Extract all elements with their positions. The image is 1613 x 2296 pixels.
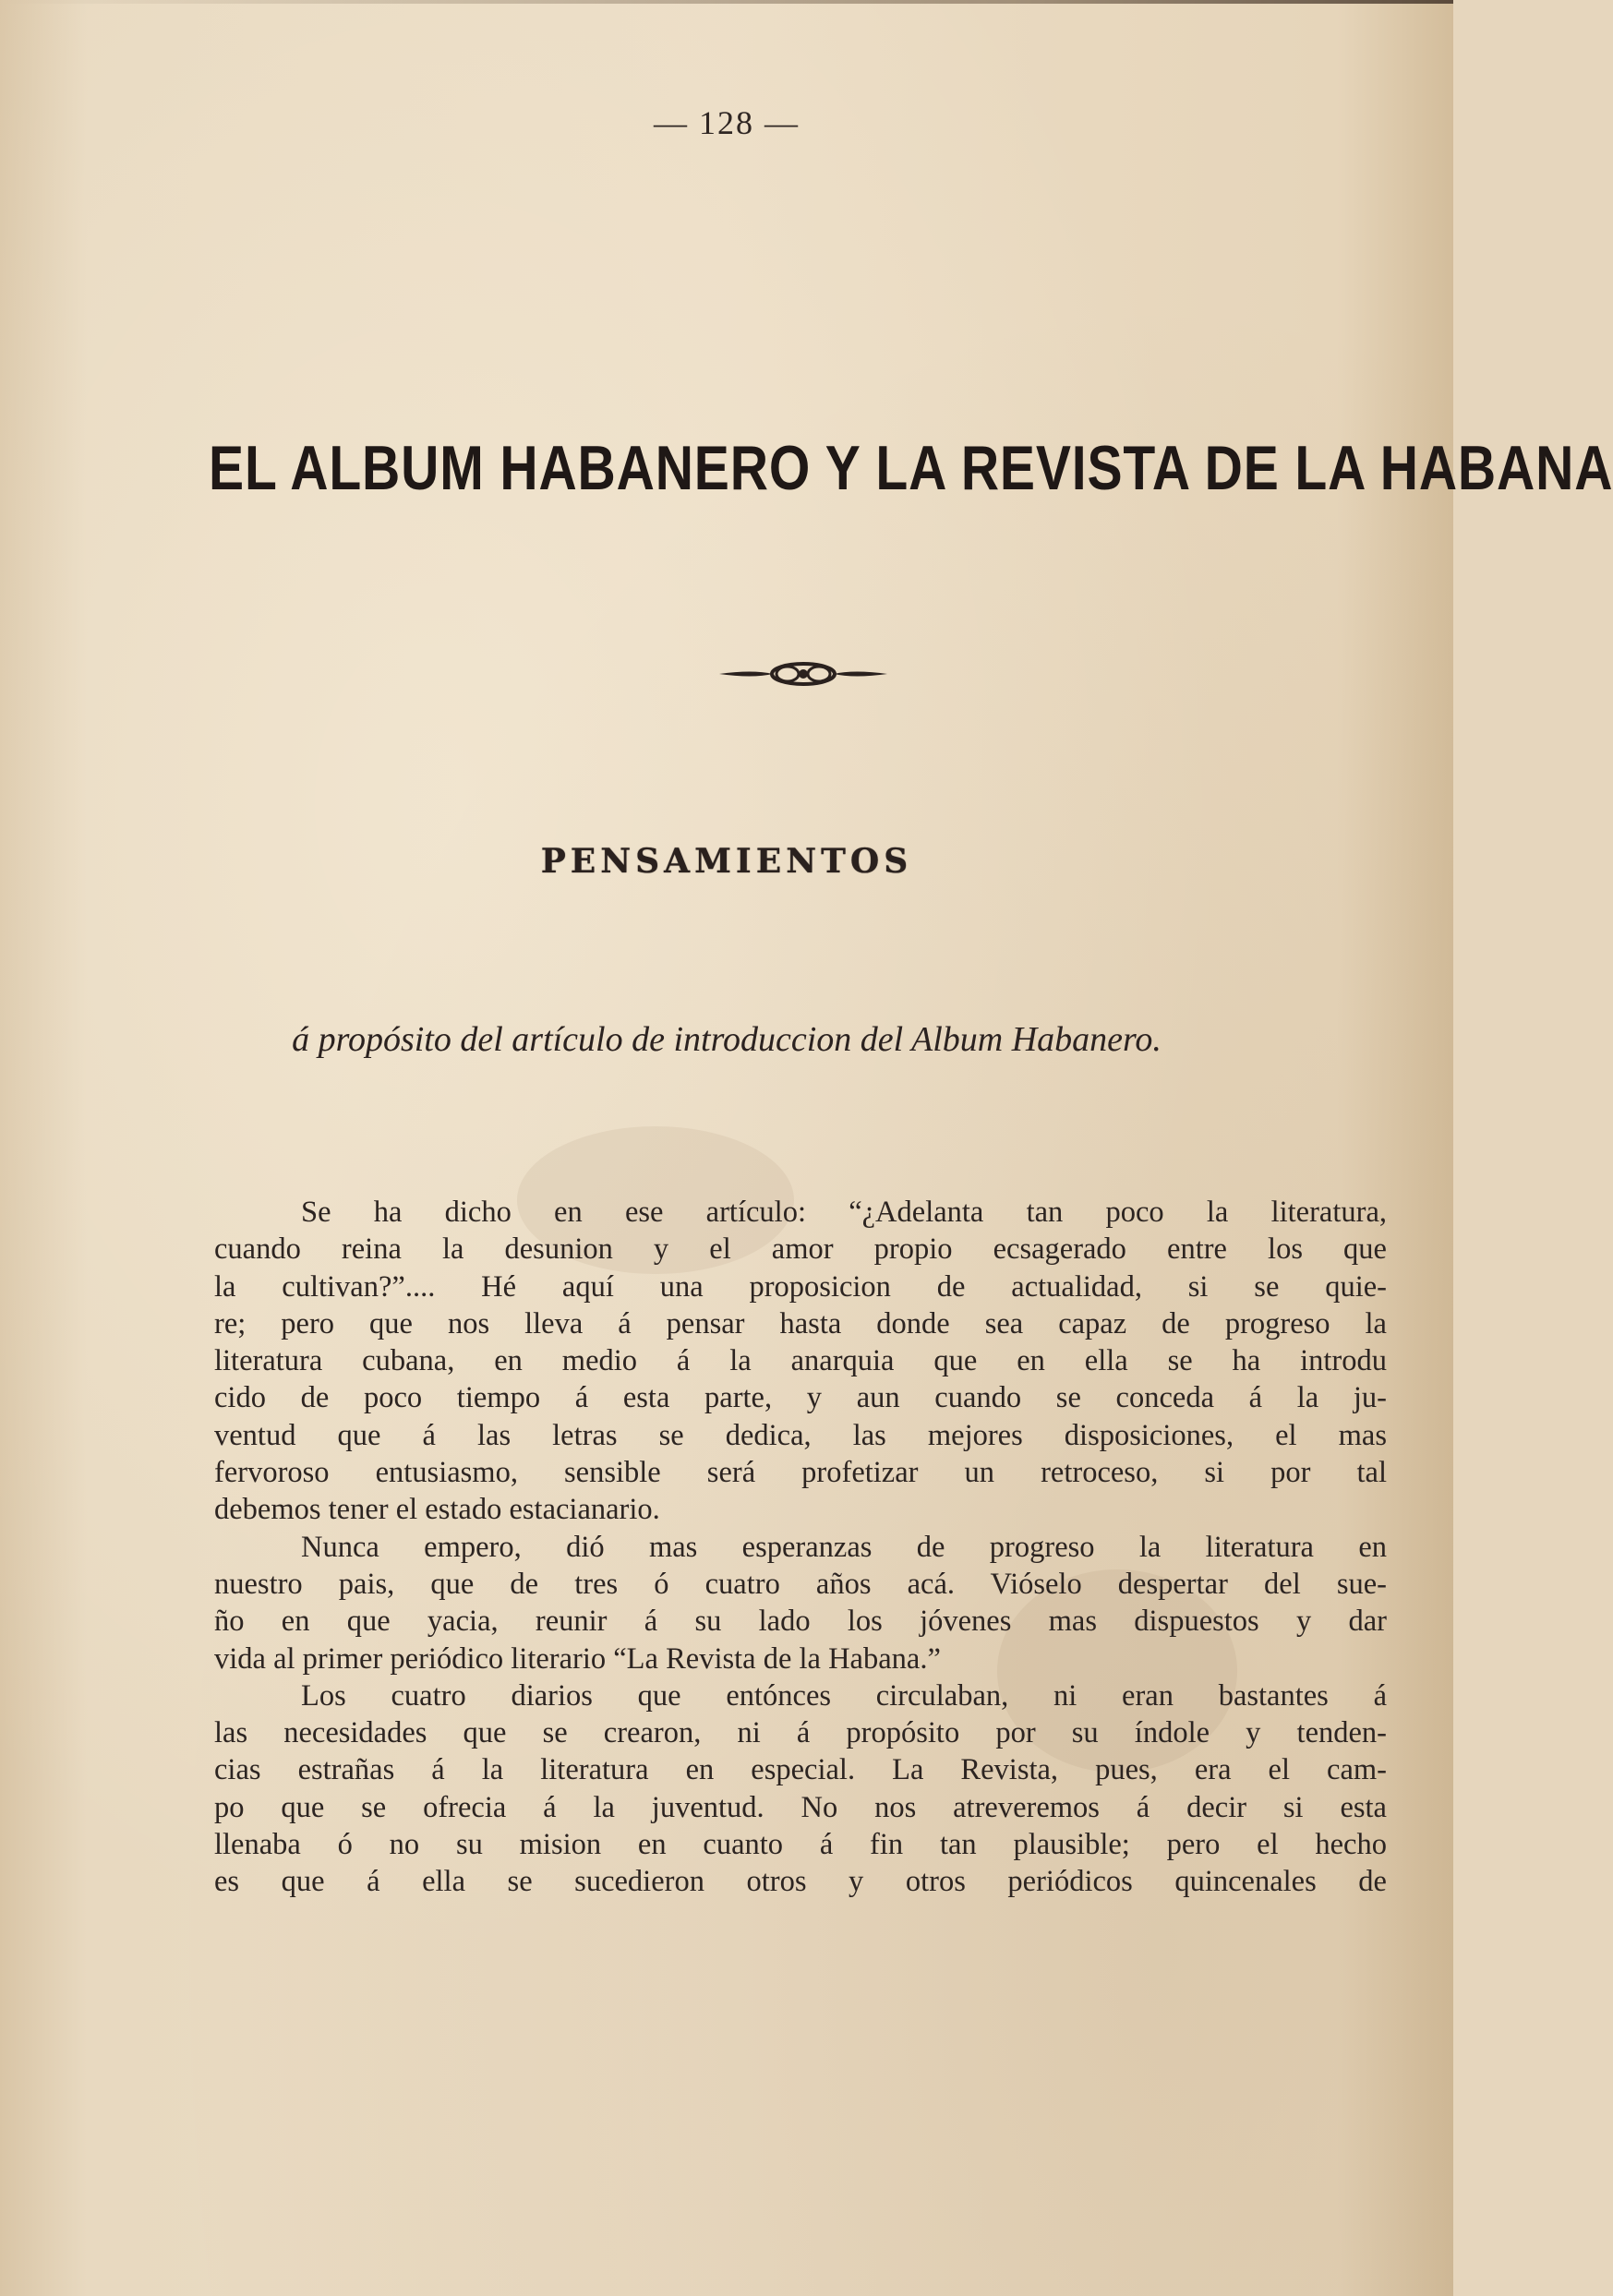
text-line: fervoroso entusiasmo, sensible será profetizar un retroceso, si por tal: [214, 1456, 1387, 1490]
dedication-line: á propósito del artículo de introduccion del Album Habanero.: [292, 1020, 1162, 1059]
text-line: debemos tener el estado estacianario.: [214, 1493, 660, 1527]
decorative-flourish-icon: [716, 655, 891, 692]
text-line: llenaba ó no su mision en cuanto á fin tan plausible; pero el hecho: [214, 1828, 1387, 1862]
body-text: [214, 1194, 1387, 1901]
text-line: po que se ofrecia á la juventud. No nos atreveremos á decir si esta: [214, 1790, 1387, 1824]
text-line: las necesidades que se crearon, ni á propósito por su índole y tenden-: [214, 1716, 1387, 1750]
text-line: re; pero que nos lleva á pensar hasta donde sea capaz de progreso la: [214, 1306, 1387, 1340]
text-line: la cultivan?”.... Hé aquí una proposicion de actualidad, si se quie-: [214, 1269, 1387, 1304]
text-line: nuestro pais, que de tres ó cuatro años acá. Vióselo despertar del sue-: [214, 1567, 1387, 1601]
page-number: — 128 —: [654, 104, 800, 141]
article-title: EL ALBUM HABANERO Y LA REVISTA DE LA HABANA: [209, 433, 1613, 503]
text-line: Los cuatro diarios que entónces circulaban, ni eran bastantes á: [301, 1678, 1387, 1713]
text-line: ventud que á las letras se dedica, las mejores disposiciones, el mas: [214, 1418, 1387, 1452]
text-line: vida al primer periódico literario “La Revista de la Habana.”: [214, 1641, 941, 1676]
text-line: ño en que yacia, reunir á su lado los jóvenes mas dispuestos y dar: [214, 1605, 1387, 1639]
text-line: es que á ella se sucedieron otros y otros periódicos quincenales de: [214, 1865, 1387, 1899]
text-line: Se ha dicho en ese artículo: “¿Adelanta tan poco la literatura,: [301, 1196, 1387, 1229]
text-line: literatura cubana, en medio á la anarquia que en ella se ha introdu: [214, 1344, 1387, 1378]
page-top-edge: [0, 0, 1453, 4]
text-line: cias estrañas á la literatura en especial. La Revista, pues, era el cam-: [214, 1753, 1387, 1787]
text-line: cido de poco tiempo á esta parte, y aun cuando se conceda á la ju-: [214, 1381, 1387, 1415]
text-line: cuando reina la desunion y el amor propio ecsagerado entre los que: [214, 1232, 1387, 1267]
section-subtitle: PENSAMIENTOS: [540, 842, 913, 881]
text-line: Nunca empero, dió mas esperanzas de progreso la literatura en: [301, 1530, 1387, 1564]
